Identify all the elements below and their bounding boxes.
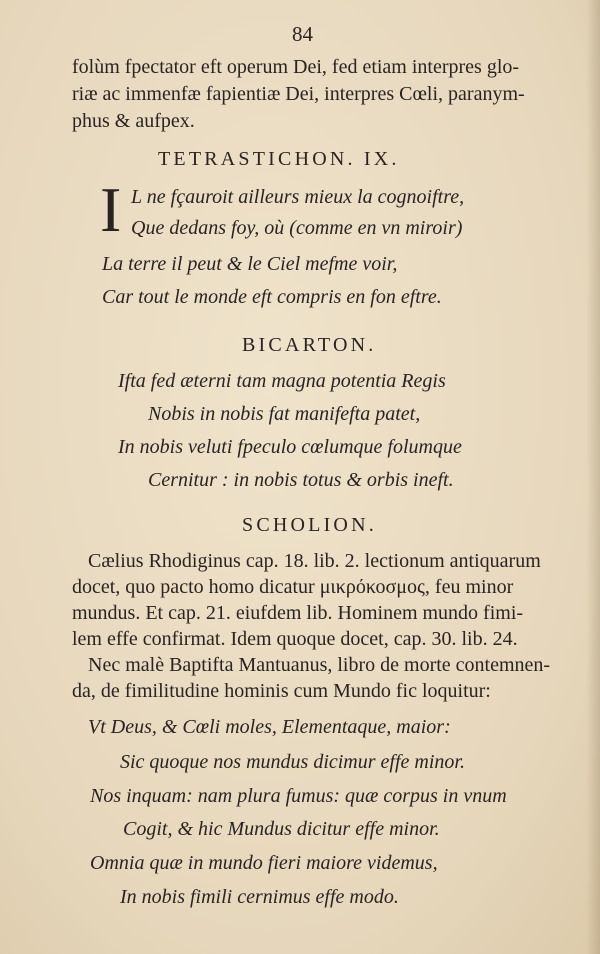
bicarton-line: Nobis in nobis fat manifefta patet, [148,403,421,425]
scholion-prose-line: Cælius Rhodiginus cap. 18. lib. 2. lectionum antiquarum [88,550,541,572]
scholion-prose-line: mundus. Et cap. 21. eiufdem lib. Hominem mundo fimi- [72,602,524,624]
drop-cap: I [100,174,122,245]
page-number: 84 [292,22,313,46]
scholion-verse-line: In nobis fimili cernimus effe modo. [120,886,399,908]
bicarton-line: Ifta fed æterni tam magna potentia Regis [118,370,446,392]
scholion-prose-line: da, de fimilitudine hominis cum Mundo fic loquitur: [72,680,491,702]
scholion-prose-line: lem effe confirmat. Idem quoque docet, cap. 30. lib. 24. [72,628,518,650]
bicarton-line: Cernitur : in nobis totus & orbis ineft. [148,469,454,491]
scholion-verse-line: Omnia quæ in mundo fieri maiore videmus, [90,852,438,874]
scholion-verse-line: Nos inquam: nam plura fumus: quæ corpus in vnum [90,785,507,807]
scholion-heading: SCHOLION. [242,514,377,536]
intro-line: phus & aufpex. [72,110,195,132]
intro-line: folùm fpectator eft operum Dei, fed etiam interpres glo- [72,56,520,78]
scholion-verse-line: Vt Deus, & Cœli moles, Elementaque, maior: [88,716,451,738]
intro-line: riæ ac immenfæ fapientiæ Dei, interpres Cœli, paranym- [72,83,525,105]
tetrastichon-heading: TETRASTICHON. IX. [158,148,400,170]
scholion-verse-line: Sic quoque nos mundus dicimur effe minor. [120,751,465,773]
tetrastichon-line: Car tout le monde eft compris en fon eftre. [102,286,442,308]
scholion-prose-line: Nec malè Baptifta Mantuanus, libro de morte contemnen- [88,654,551,676]
bicarton-line: In nobis veluti fpeculo cœlumque folumque [118,436,462,458]
page-gutter-shadow [586,0,600,954]
scholion-prose-line: docet, quo pacto homo dicatur μικρόκοσμος, feu minor [72,576,514,598]
tetrastichon-line: L ne fçauroit ailleurs mieux la cognoiftre, [131,186,465,208]
tetrastichon-line: Que dedans foy, où (comme en vn miroir) [131,217,463,239]
scholion-verse-line: Cogit, & hic Mundus dicitur effe minor. [123,818,440,840]
bicarton-heading: BICARTON. [242,334,377,356]
tetrastichon-line: La terre il peut & le Ciel mefme voir, [102,253,398,275]
